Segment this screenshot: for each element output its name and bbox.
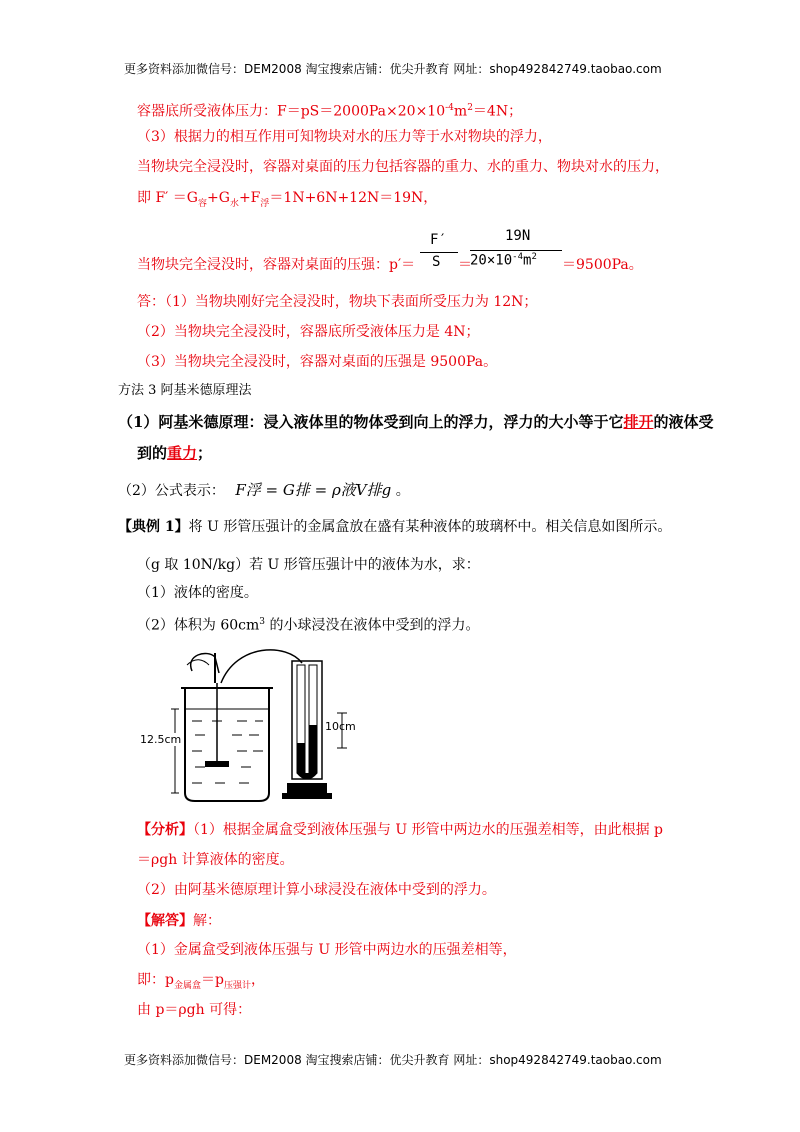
- page-header: 更多资料添加微信号：DEM2008 淘宝搜索店铺：优尖升教育 网址：shop492842749.taobao.com: [124, 62, 662, 76]
- fraction-bar: [420, 252, 458, 253]
- formula: F浮 = G排 = ρ液V排g: [235, 481, 392, 499]
- text-line: ＝ρgh 计算液体的密度。: [137, 852, 294, 868]
- subscript: 浮: [260, 198, 270, 209]
- fraction-numerator: F′: [430, 232, 447, 248]
- text-run: 解：: [193, 913, 221, 929]
- formula-label: （2）公式表示：: [118, 483, 225, 499]
- subscript: 容: [197, 198, 207, 209]
- text-run: （1）阿基米德原理：浸入液体里的物体受到向上的浮力，浮力的大小等于它: [118, 413, 624, 431]
- text-line: （3）根据力的相互作用可知物块对水的压力等于水对物块的浮力，: [137, 129, 552, 145]
- text-run: （2）体积为 60cm: [137, 617, 260, 634]
- text-run: 到的: [137, 444, 168, 462]
- fraction-numerator: 19N: [505, 228, 531, 244]
- text-run: ＝p: [200, 972, 224, 988]
- text-line: 由 p＝ρgh 可得：: [137, 1002, 252, 1018]
- figure-label-depth: 12.5cm: [140, 733, 182, 746]
- text-run: +F: [238, 190, 261, 206]
- text-run: 即：p: [137, 972, 174, 988]
- superscript: 2: [531, 252, 537, 262]
- text-line: 当物块完全浸没时，容器对桌面的压强：p′＝: [137, 257, 416, 273]
- text-line: （1）液体的密度。: [137, 585, 258, 601]
- fraction-denominator: S: [432, 254, 441, 270]
- figure-label-height: 10cm: [325, 720, 356, 733]
- text-line: [137, 820, 663, 840]
- superscript: -4: [512, 252, 523, 262]
- text-run: m: [523, 252, 532, 269]
- text-line: 当物块完全浸没时，容器对桌面的压力包括容器的重力、水的重力、物块对水的压力，: [137, 159, 669, 175]
- highlight-term: 重力: [167, 444, 198, 462]
- text-line: [137, 612, 479, 636]
- text-run: 将 U 形管压强计的金属盒放在盛有某种液体的玻璃杯中。相关信息如图所示。: [188, 519, 672, 535]
- highlight-term: 排开: [623, 413, 654, 431]
- superscript: 2: [467, 103, 473, 113]
- example-tag: 【典例 1】: [118, 519, 189, 535]
- subscript: 水: [229, 198, 239, 209]
- text-run: （1）根据金属盒受到液体压强与 U 形管中两边水的压强差相等，由此根据 p: [193, 822, 664, 838]
- equals-sign: ＝: [458, 257, 472, 273]
- section-heading: 方法 3 阿基米德原理法: [118, 383, 252, 398]
- superscript: -4: [445, 103, 454, 113]
- text-run: 的小球浸没在液体中受到的浮力。: [265, 617, 480, 634]
- text-run: ，: [250, 972, 265, 988]
- text-line: [137, 443, 212, 463]
- text-line: 答：（1）当物块刚好完全浸没时，物块下表面所受压力为 12N；: [137, 294, 538, 310]
- text-run: 容器底所受液体压力：F＝pS＝2000Pa×20×10: [137, 103, 446, 120]
- text-line: [118, 480, 410, 501]
- superscript: 3: [259, 617, 266, 627]
- text-line: [137, 911, 221, 931]
- text-line: [137, 188, 437, 214]
- text-line: （2）当物块完全浸没时，容器底所受液体压力是 4N；: [137, 324, 480, 340]
- text-run: 的液体受: [653, 413, 714, 431]
- text-run: 。: [395, 483, 410, 499]
- text-line: ＝9500Pa。: [562, 257, 643, 273]
- solution-tag: 【解答】: [137, 913, 193, 929]
- text-run: ；: [197, 444, 213, 462]
- text-run: +G: [207, 190, 230, 206]
- text-run: ＝4N；: [472, 103, 523, 120]
- subscript: 压强计: [223, 980, 251, 991]
- text-line: [137, 98, 522, 122]
- fraction-bar: [470, 250, 562, 251]
- fraction-denominator: [470, 252, 537, 269]
- text-line: （1）金属盒受到液体压强与 U 形管中两边水的压强差相等，: [137, 942, 517, 958]
- text-line: （2）由阿基米德原理计算小球浸没在液体中受到的浮力。: [137, 882, 496, 898]
- text-run: ＝1N+6N+12N＝19N，: [269, 190, 438, 206]
- text-line: （g 取 10N/kg）若 U 形管压强计中的液体为水，求：: [137, 557, 480, 573]
- page-footer: 更多资料添加微信号：DEM2008 淘宝搜索店铺：优尖升教育 网址：shop492842749.taobao.com: [124, 1053, 662, 1067]
- text-line: （3）当物块完全浸没时，容器对桌面的压强是 9500Pa。: [137, 354, 498, 370]
- text-line: [118, 412, 713, 432]
- text-line: [118, 517, 671, 537]
- text-run: 20×10: [470, 252, 513, 269]
- analysis-tag: 【分析】: [137, 822, 193, 838]
- subscript: 金属盒: [173, 980, 201, 991]
- text-line: [137, 970, 265, 996]
- text-run: m: [453, 103, 468, 120]
- text-run: 即 F′ ＝G: [137, 190, 198, 206]
